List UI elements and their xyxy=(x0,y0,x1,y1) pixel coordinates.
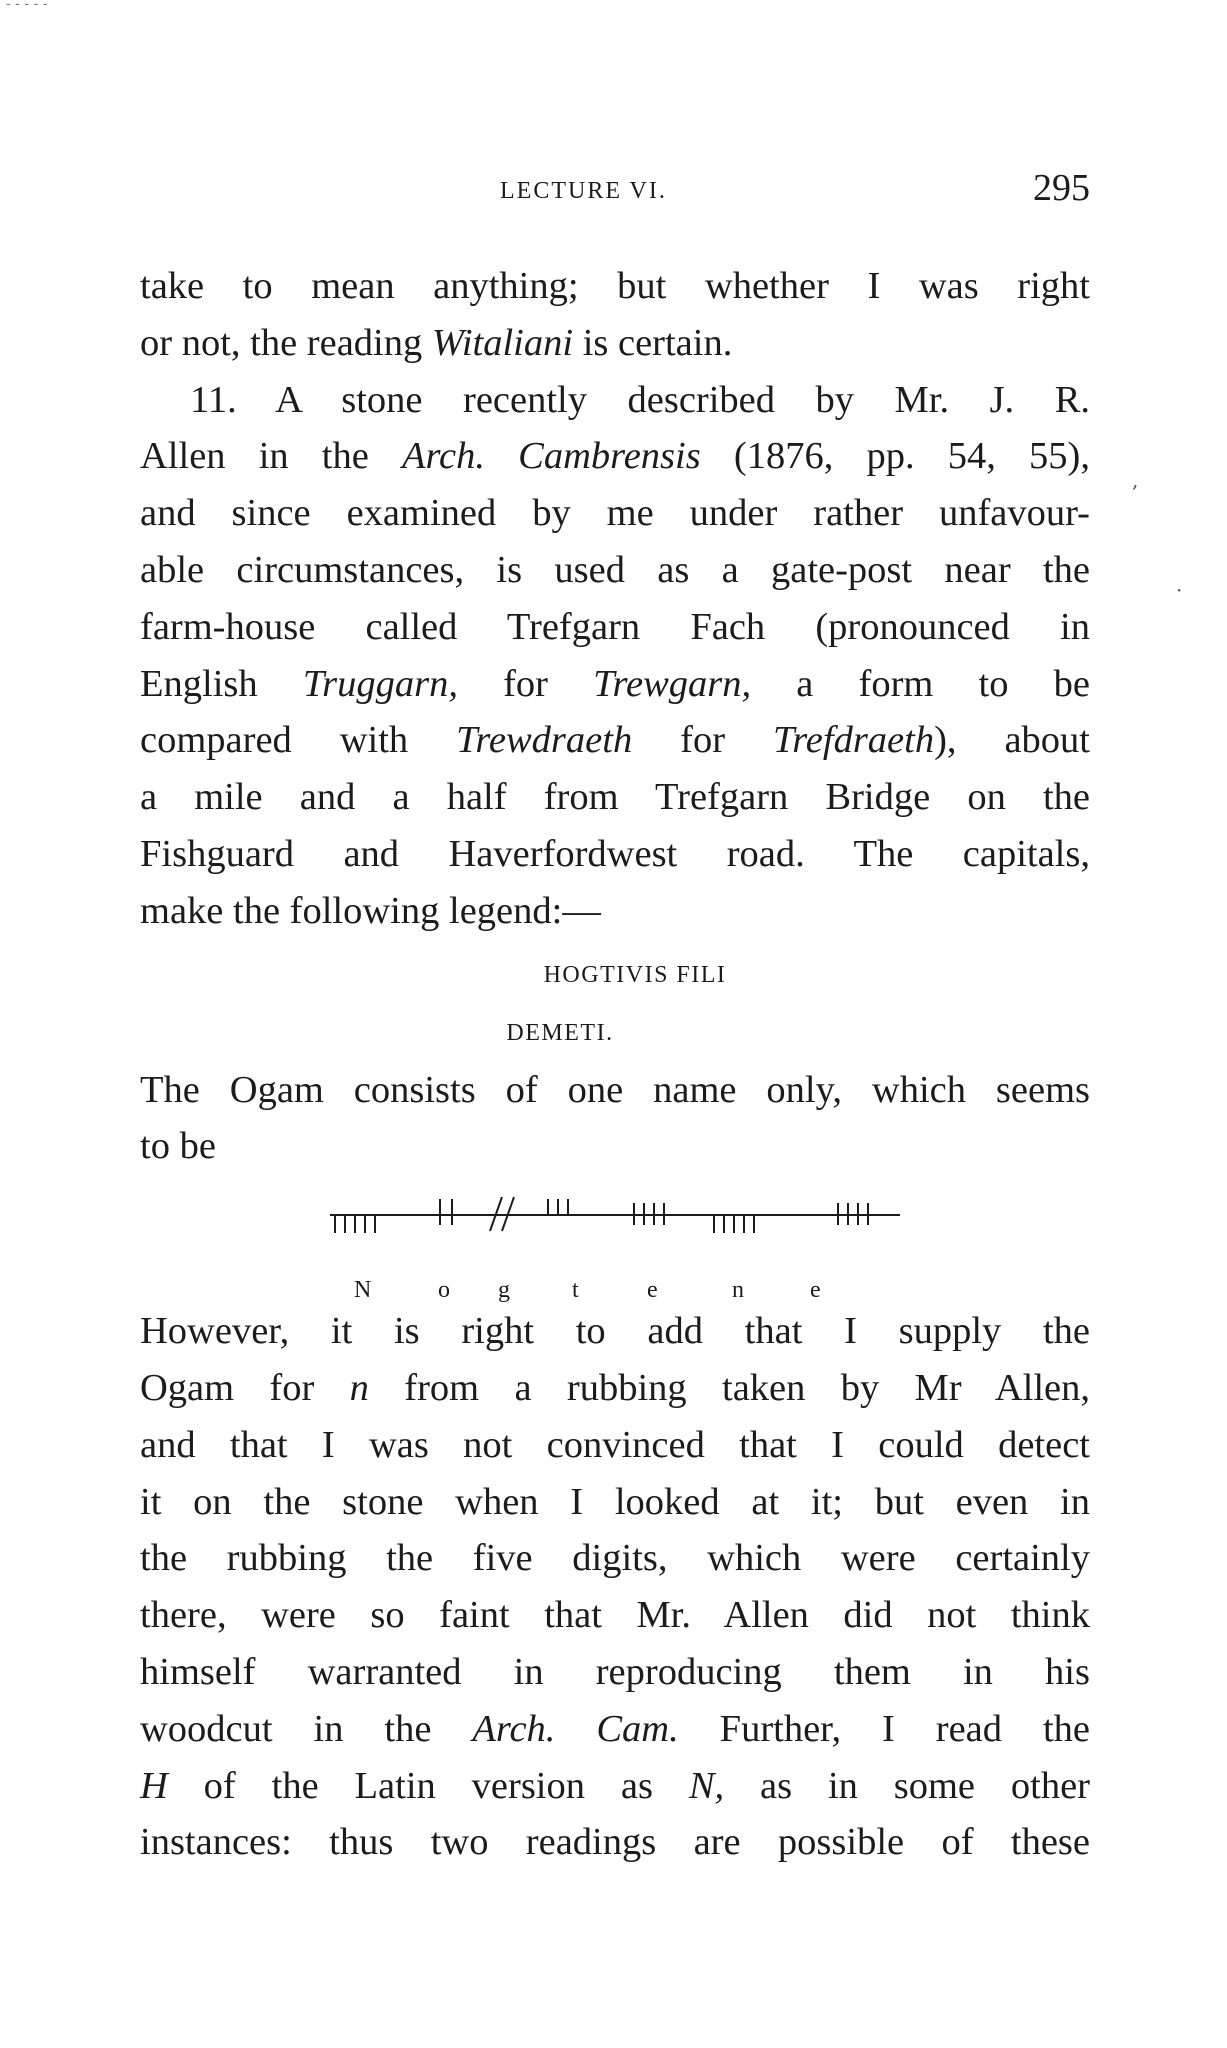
margin-speck: , xyxy=(1132,468,1139,492)
latin-legend xyxy=(140,946,1090,1062)
text-line xyxy=(140,1701,1090,1758)
text-span: Further, I read the xyxy=(678,1707,1090,1750)
ogam-letter: e xyxy=(810,1277,821,1304)
text-span: of the Latin version as xyxy=(167,1764,689,1807)
ogam-letter-o-strokes xyxy=(440,1199,452,1225)
italic-word: n xyxy=(349,1366,369,1409)
text-line: 11. A stone recently described by Mr. J. R. xyxy=(190,378,1090,421)
paragraph-3 xyxy=(140,1062,1090,1176)
text-span: or not, the reading xyxy=(140,321,432,364)
body-text xyxy=(140,258,1090,1871)
text-line xyxy=(140,428,1090,485)
text-span: Ogam for xyxy=(140,1366,350,1409)
top-edge-marks: - - - - - xyxy=(6,0,48,12)
text-line xyxy=(140,1758,1090,1815)
text-span: woodcut in the xyxy=(140,1707,473,1750)
text-line: the rubbing the five digits, which were certainly xyxy=(140,1537,1090,1580)
text-span: as in some other xyxy=(724,1764,1091,1807)
ogam-letter-n-strokes xyxy=(335,1215,375,1233)
text-span: English xyxy=(140,662,303,705)
italic-word: Trewgarn, xyxy=(593,662,752,705)
ogam-transliteration xyxy=(140,1262,1090,1304)
text-line: The Ogam consists of one name only, which seems xyxy=(140,1068,1090,1111)
italic-word: Arch. Cam. xyxy=(472,1707,679,1750)
ogam-letter: N xyxy=(354,1277,372,1304)
text-line: to be xyxy=(140,1125,216,1168)
text-line: a mile and a half from Trefgarn Bridge on the xyxy=(140,776,1090,819)
paragraph-4 xyxy=(140,1303,1090,1871)
legend-line: HOGTIVIS FILI xyxy=(543,961,727,988)
margin-speck: · xyxy=(1176,578,1183,602)
text-line xyxy=(140,1360,1090,1417)
text-line xyxy=(140,315,1090,372)
ogam-letter: n xyxy=(732,1277,744,1304)
text-line: able circumstances, is used as a gate-post near the xyxy=(140,548,1090,591)
ogam-strokes-figure xyxy=(140,1175,1090,1265)
legend-line: DEMETI. xyxy=(506,1019,614,1046)
text-span: a form to be xyxy=(751,662,1090,705)
text-line: However, it is right to add that I supply the xyxy=(140,1310,1090,1353)
italic-word: Arch. Cambrensis xyxy=(401,435,701,478)
ogam-letter-t-strokes xyxy=(548,1199,568,1215)
ogam-letter-n2-strokes xyxy=(714,1215,754,1233)
text-line xyxy=(140,712,1090,769)
text-span: Allen in the xyxy=(140,435,402,478)
text-line: take to mean anything; but whether I was right xyxy=(140,265,1090,307)
text-line: Fishguard and Haverfordwest road. The capitals, xyxy=(140,832,1090,875)
text-line: farm-house called Trefgarn Fach (pronounced in xyxy=(140,605,1090,648)
text-span: for xyxy=(457,662,594,705)
italic-word: Trefdraeth xyxy=(772,719,935,762)
ogam-letter: t xyxy=(572,1277,579,1304)
text-line: and that I was not convinced that I could detect xyxy=(140,1423,1090,1466)
text-span: for xyxy=(632,719,773,762)
text-line: himself warranted in reproducing them in his xyxy=(140,1650,1090,1693)
text-line: instances: thus two readings are possible of these xyxy=(140,1821,1090,1864)
page-number: 295 xyxy=(1033,167,1090,209)
italic-word: Trewdraeth xyxy=(456,719,633,762)
paragraph-2 xyxy=(140,372,1090,940)
text-span: ), about xyxy=(934,719,1090,762)
running-head: LECTURE VI. xyxy=(500,178,667,204)
text-span: compared with xyxy=(140,719,457,762)
paragraph-1 xyxy=(140,258,1090,372)
text-span: (1876, pp. 54, 55), xyxy=(700,435,1090,478)
text-span: from a rubbing taken by Mr Allen, xyxy=(368,1366,1090,1409)
ogam-letter: o xyxy=(438,1277,450,1304)
text-line: there, were so faint that Mr. Allen did not think xyxy=(140,1594,1090,1637)
italic-word: H xyxy=(140,1764,168,1807)
text-line: it on the stone when I looked at it; but even in xyxy=(140,1480,1090,1523)
italic-word: N, xyxy=(688,1764,725,1807)
text-line: make the following legend:— xyxy=(140,889,601,932)
text-span: is certain. xyxy=(573,321,733,364)
italic-word: Witaliani xyxy=(431,321,574,364)
page-header xyxy=(140,167,1090,212)
italic-word: Truggarn, xyxy=(302,662,458,705)
ogam-letter: g xyxy=(498,1277,510,1304)
ogam-inscription xyxy=(140,1175,1090,1303)
text-line xyxy=(140,656,1090,713)
text-line: and since examined by me under rather unfavour- xyxy=(140,492,1090,535)
ogam-letter: e xyxy=(647,1277,658,1304)
